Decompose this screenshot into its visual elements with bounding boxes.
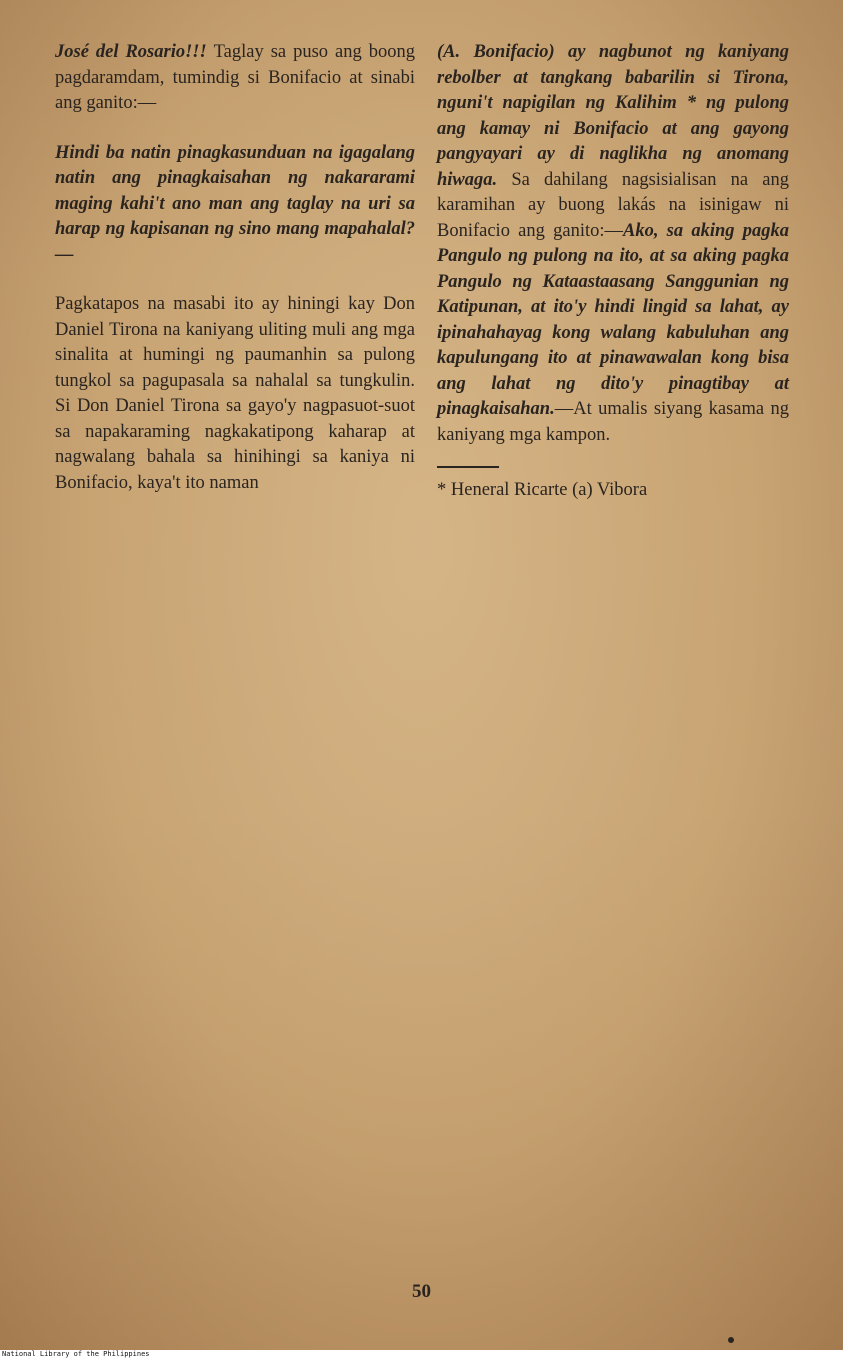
footnote-divider [437,466,499,468]
paragraph-gap [55,268,415,292]
text-segment: Taglay sa puso ang boong pagdaramdam, tumindig si Bonifacio at sinabi ang ganito:— [55,42,415,113]
paragraph-p2 [55,141,415,269]
paragraph-p1 [55,40,415,117]
text-segment: (A. Bonifacio) ay nagbunot ng kaniyang rebolber at tangkang babarilin si Tirona, nguni't napigilan ng Kalihim * ng pulong ang kamay ni Bonifacio at ang gayong pangyayari ay di naglikha ng anomang hiwaga. [437,42,789,190]
text-segment: —At umalis siyang kasama ng kaniyang mga kampon. [437,399,789,445]
text-segment: Hindi ba natin pinagkasunduan na igagalang natin ang pinagkaisahan ng nakararami maging kahi't ano man ang taglay na uri sa harap ng kapisanan ng sino mang mapahalal?— [55,142,415,265]
text-segment: Sa dahilang nagsisialisan na ang karamihan ay buong lakás na isinigaw ni Bonifacio ang ganito:— [437,169,789,241]
paragraph-p3 [55,292,415,496]
footnote: * Heneral Ricarte (a) Vibora [437,480,648,500]
paragraph-p4 [437,40,789,448]
right-column [437,40,789,504]
paragraph-gap [55,117,415,141]
text-segment: Ako, sa aking pagka Pangulo ng pulong na ito, at sa aking pagka Pangulo ng Kataastaasang Sanggunian ng Katipunan, at ito'y hindi lingid sa lahat, ay ipinahahayag kong walang kabuluhan ang kapulungang ito at pinawawalan kong bisa ang lahat ng dito'y pinagtibay at pinagkaisahan. [437,220,790,419]
text-segment: Pagkatapos na masabi ito ay hiningi kay Don Daniel Tirona na kaniyang uliting muli ang mga sinalita at humingi ng paumanhin sa pulong tungkol sa pagupasala sa nahalal sa tungkulin. Si Don Daniel Tirona sa gayo'y nagpasuot-suot sa napakaraming nagkakatipong kaharap at nagwalang bahala sa hinihingi sa kaniya ni Bonifacio, kaya't ito naman [55,294,415,493]
ink-speck [728,1337,734,1343]
page-number: 50 [412,1281,431,1302]
library-credit: National Library of the Philippines [0,1350,843,1358]
left-column [55,40,415,496]
text-segment: José del Rosario!!! [55,42,214,62]
